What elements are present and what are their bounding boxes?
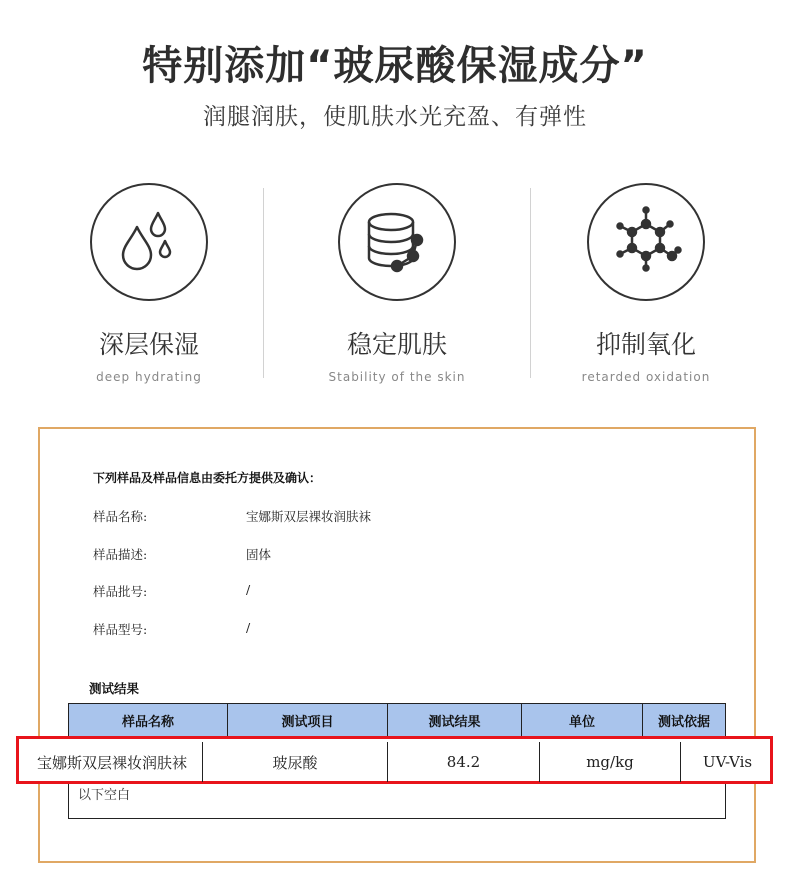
feature-subtitle: retarded oxidation [581,370,711,384]
feature-subtitle: Stability of the skin [328,370,466,384]
info-value: / [246,582,251,597]
feature-title: 抑制氧化 [595,330,696,359]
feature-title: 稳定肌肤 [346,330,447,359]
table-cell: mg/kg [540,742,681,782]
confirm-heading: 下列样品及样品信息由委托方提供及确认： [93,471,322,485]
info-label: 样品描述: [93,547,148,562]
feature-subtitle: deep hydrating [96,370,202,384]
divider [263,188,264,378]
blank-note: 以下空白 [78,788,131,803]
molecule-icon [606,202,686,282]
table-header-cell: 单位 [522,704,643,736]
table-header-cell: 测试项目 [228,704,388,736]
table-row [22,742,774,782]
water-drops-icon [114,207,184,277]
info-label: 样品名称: [93,509,148,524]
table-header-cell: 样品名称 [69,704,228,736]
info-label: 样品批号: [93,584,148,599]
table-cell: 宝娜斯双层裸妆润肤袜 [22,742,203,782]
feature-deep-hydrating [24,183,274,384]
page-title: 特别添加“玻尿酸保湿成分” [142,43,648,89]
feature-stability [272,183,522,384]
info-value: 宝娜斯双层裸妆润肤袜 [246,509,372,524]
feature-icon-circle [90,183,208,301]
feature-title: 深层保湿 [98,330,199,359]
page-subtitle: 润腿润肤，使肌肤水光充盈、有弹性 [203,104,587,130]
highlighted-result-row [16,736,773,784]
feature-icon-circle [338,183,456,301]
table-cell: 玻尿酸 [203,742,388,782]
feature-icon-circle [587,183,705,301]
database-icon [361,206,433,278]
table-header-cell: 测试依据 [643,704,725,736]
info-label: 样品型号: [93,622,148,637]
info-value: / [246,620,251,635]
table-cell: 84.2 [388,742,540,782]
info-value: 固体 [246,547,272,562]
table-header-row [69,704,725,736]
feature-retarded-oxidation [521,183,771,384]
results-heading: 测试结果 [89,681,140,696]
table-cell: UV-Vis [702,753,753,771]
table-header-cell: 测试结果 [388,704,522,736]
